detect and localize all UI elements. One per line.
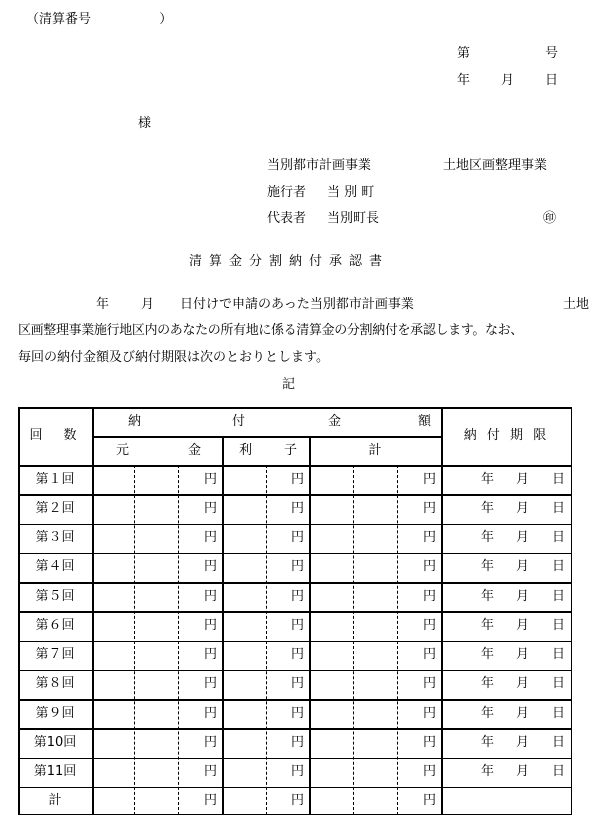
document-number: [457, 46, 470, 62]
deadline-year: 年: [481, 617, 495, 633]
yen-unit: 円: [204, 559, 218, 575]
total-amount-field[interactable]: [313, 789, 423, 811]
body-month: 月: [141, 297, 155, 312]
yen-unit: 円: [204, 530, 218, 546]
deadline-day: 日: [552, 647, 566, 663]
interest-amount-field[interactable]: [226, 672, 291, 694]
issue-date-year: 年: [457, 73, 471, 88]
deadline-day: 日: [552, 676, 566, 692]
yen-unit: 円: [291, 647, 305, 663]
deadline-month: 月: [516, 500, 530, 516]
yen-unit: 円: [291, 530, 305, 546]
deadline-month: 月: [516, 617, 530, 633]
addressee-suffix: 様: [138, 116, 152, 131]
interest-amount-field[interactable]: [226, 585, 291, 607]
header-interest-char: 子: [284, 442, 298, 458]
deadline-year: 年: [481, 647, 495, 663]
row-line: [18, 758, 572, 760]
total-amount-field[interactable]: [313, 643, 423, 665]
round-label: 第１回: [35, 471, 75, 487]
total-amount-field[interactable]: [313, 702, 423, 724]
issue-date-day: 日: [545, 73, 559, 88]
header-round: 回 数: [29, 428, 81, 443]
deadline-day: 日: [552, 588, 566, 604]
row-line: [18, 582, 572, 584]
total-row-label: 計: [48, 793, 62, 809]
deadline-year: 年: [481, 471, 495, 487]
interest-amount-field[interactable]: [226, 702, 291, 724]
deadline-month: 月: [516, 764, 530, 780]
header-amount-group-char: 納: [128, 413, 142, 429]
yen-unit: 円: [423, 647, 437, 663]
interest-amount-field[interactable]: [226, 731, 291, 753]
deadline-day: 日: [552, 764, 566, 780]
yen-unit: 円: [204, 500, 218, 516]
deadline-month: 月: [516, 647, 530, 663]
deadline-year: 年: [481, 676, 495, 692]
row-line: [18, 641, 572, 643]
total-amount-field[interactable]: [313, 497, 423, 519]
deadline-day: 日: [552, 705, 566, 721]
settlement-number-label: [26, 12, 172, 28]
note-heading: 記: [282, 377, 296, 392]
round-label: 第７回: [35, 647, 75, 663]
yen-unit: 円: [423, 471, 437, 487]
interest-amount-field[interactable]: [226, 526, 291, 548]
yen-unit: 円: [423, 500, 437, 516]
yen-unit: 円: [204, 793, 218, 809]
yen-unit: 円: [204, 705, 218, 721]
deadline-month: 月: [516, 559, 530, 575]
yen-unit: 円: [204, 676, 218, 692]
settlement-number-prefix: （清算番号: [26, 12, 92, 27]
round-label: 第９回: [35, 705, 75, 721]
yen-unit: 円: [423, 734, 437, 750]
yen-unit: 円: [291, 793, 305, 809]
installment-schedule-table: [18, 407, 572, 815]
interest-amount-field[interactable]: [226, 468, 291, 490]
yen-unit: 円: [423, 705, 437, 721]
document-number-suffix: 号: [545, 46, 559, 61]
body-line3: 毎回の納付金額及び納付期限は次のとおりとします。: [18, 350, 329, 365]
document-number-prefix: 第: [457, 46, 471, 61]
table-border-bottom: [18, 814, 572, 816]
yen-unit: 円: [291, 500, 305, 516]
document-title: 清算金分割納付承認書: [189, 254, 390, 269]
executor-name: 当 別 町: [327, 185, 375, 200]
deadline-day: 日: [552, 500, 566, 516]
seal-icon: ㊞: [543, 211, 557, 226]
deadline-day: 日: [552, 530, 566, 546]
interest-amount-field[interactable]: [226, 760, 291, 782]
interest-amount-field[interactable]: [226, 614, 291, 636]
row-line: [18, 553, 572, 555]
yen-unit: 円: [204, 647, 218, 663]
deadline-day: 日: [552, 734, 566, 750]
interest-amount-field[interactable]: [226, 555, 291, 577]
deadline-year: 年: [481, 559, 495, 575]
principal-amount-field[interactable]: [96, 643, 204, 665]
header-total: 計: [368, 442, 382, 458]
round-label: 第８回: [35, 676, 75, 692]
principal-amount-field[interactable]: [96, 731, 204, 753]
deadline-day: 日: [552, 559, 566, 575]
principal-amount-field[interactable]: [96, 585, 204, 607]
yen-unit: 円: [291, 705, 305, 721]
deadline-month: 月: [516, 734, 530, 750]
total-amount-field[interactable]: [313, 614, 423, 636]
body-line1-text: 日付けで申請のあった当別都市計画事業: [180, 297, 414, 312]
principal-amount-field[interactable]: [96, 526, 204, 548]
round-label: 第２回: [35, 500, 75, 516]
yen-unit: 円: [291, 734, 305, 750]
representative-label: 代表者: [267, 211, 307, 226]
round-label: 第10回: [33, 734, 77, 750]
principal-amount-field[interactable]: [96, 497, 204, 519]
deadline-year: 年: [481, 500, 495, 516]
principal-amount-field[interactable]: [96, 760, 204, 782]
yen-unit: 円: [423, 676, 437, 692]
table-border-top: [18, 407, 572, 409]
principal-amount-field[interactable]: [96, 614, 204, 636]
yen-unit: 円: [291, 588, 305, 604]
yen-unit: 円: [291, 471, 305, 487]
interest-amount-field[interactable]: [226, 789, 291, 811]
row-line: [18, 494, 572, 496]
total-amount-field[interactable]: [313, 760, 423, 782]
yen-unit: 円: [204, 764, 218, 780]
body-year: 年: [96, 297, 110, 312]
total-amount-field[interactable]: [313, 468, 423, 490]
body-line2: 区画整理事業施行地区内のあなたの所有地に係る清算金の分割納付を承認します。なお、: [18, 323, 523, 338]
yen-unit: 円: [204, 617, 218, 633]
row-line: [18, 524, 572, 526]
yen-unit: 円: [423, 588, 437, 604]
header-interest-char: 利: [239, 442, 253, 458]
issue-date-month: 月: [501, 73, 515, 88]
deadline-year: 年: [481, 734, 495, 750]
deadline-day: 日: [552, 617, 566, 633]
yen-unit: 円: [423, 559, 437, 575]
header-principal-char: 金: [188, 442, 202, 458]
deadline-month: 月: [516, 705, 530, 721]
deadline-day: 日: [552, 471, 566, 487]
round-label: 第５回: [35, 588, 75, 604]
round-label: 第４回: [35, 559, 75, 575]
principal-amount-field[interactable]: [96, 672, 204, 694]
yen-unit: 円: [291, 617, 305, 633]
yen-unit: 円: [291, 559, 305, 575]
header-divider: [92, 436, 441, 438]
body-line1-end: 土地: [563, 297, 590, 312]
principal-amount-field[interactable]: [96, 555, 204, 577]
deadline-year: 年: [481, 530, 495, 546]
yen-unit: 円: [204, 471, 218, 487]
settlement-number-close: ）: [159, 12, 173, 27]
yen-unit: 円: [423, 530, 437, 546]
header-amount-group-char: 金: [328, 413, 342, 429]
row-line: [18, 611, 572, 613]
issuer-project-line1: 当別都市計画事業: [267, 158, 372, 173]
principal-amount-field[interactable]: [96, 468, 204, 490]
yen-unit: 円: [423, 793, 437, 809]
total-amount-field[interactable]: [313, 731, 423, 753]
total-amount-field[interactable]: [313, 555, 423, 577]
round-label: 第11回: [33, 764, 77, 780]
principal-amount-field[interactable]: [96, 702, 204, 724]
round-label: 第３回: [35, 530, 75, 546]
deadline-month: 月: [516, 530, 530, 546]
interest-amount-field[interactable]: [226, 643, 291, 665]
header-principal-char: 元: [116, 442, 130, 458]
yen-unit: 円: [291, 764, 305, 780]
yen-unit: 円: [423, 764, 437, 780]
deadline-year: 年: [481, 588, 495, 604]
principal-amount-field[interactable]: [96, 789, 204, 811]
row-line: [18, 699, 572, 701]
header-amount-group-char: 額: [418, 413, 432, 429]
yen-unit: 円: [204, 734, 218, 750]
total-amount-field[interactable]: [313, 526, 423, 548]
deadline-month: 月: [516, 676, 530, 692]
row-line: [18, 670, 572, 672]
yen-unit: 円: [423, 617, 437, 633]
header-body-divider: [18, 465, 572, 467]
deadline-month: 月: [516, 471, 530, 487]
deadline-year: 年: [481, 705, 495, 721]
header-amount-group-char: 付: [232, 413, 246, 429]
round-label: 第６回: [35, 617, 75, 633]
representative-name: 当別町長: [327, 211, 380, 226]
issuer-project-line2: 土地区画整理事業: [443, 158, 548, 173]
deadline-month: 月: [516, 588, 530, 604]
yen-unit: 円: [291, 676, 305, 692]
yen-unit: 円: [204, 588, 218, 604]
interest-amount-field[interactable]: [226, 497, 291, 519]
header-deadline: 納 付 期 限: [463, 428, 550, 443]
row-line: [18, 728, 572, 730]
total-amount-field[interactable]: [313, 585, 423, 607]
total-amount-field[interactable]: [313, 672, 423, 694]
row-line: [18, 787, 572, 789]
executor-label: 施行者: [267, 185, 307, 200]
deadline-year: 年: [481, 764, 495, 780]
